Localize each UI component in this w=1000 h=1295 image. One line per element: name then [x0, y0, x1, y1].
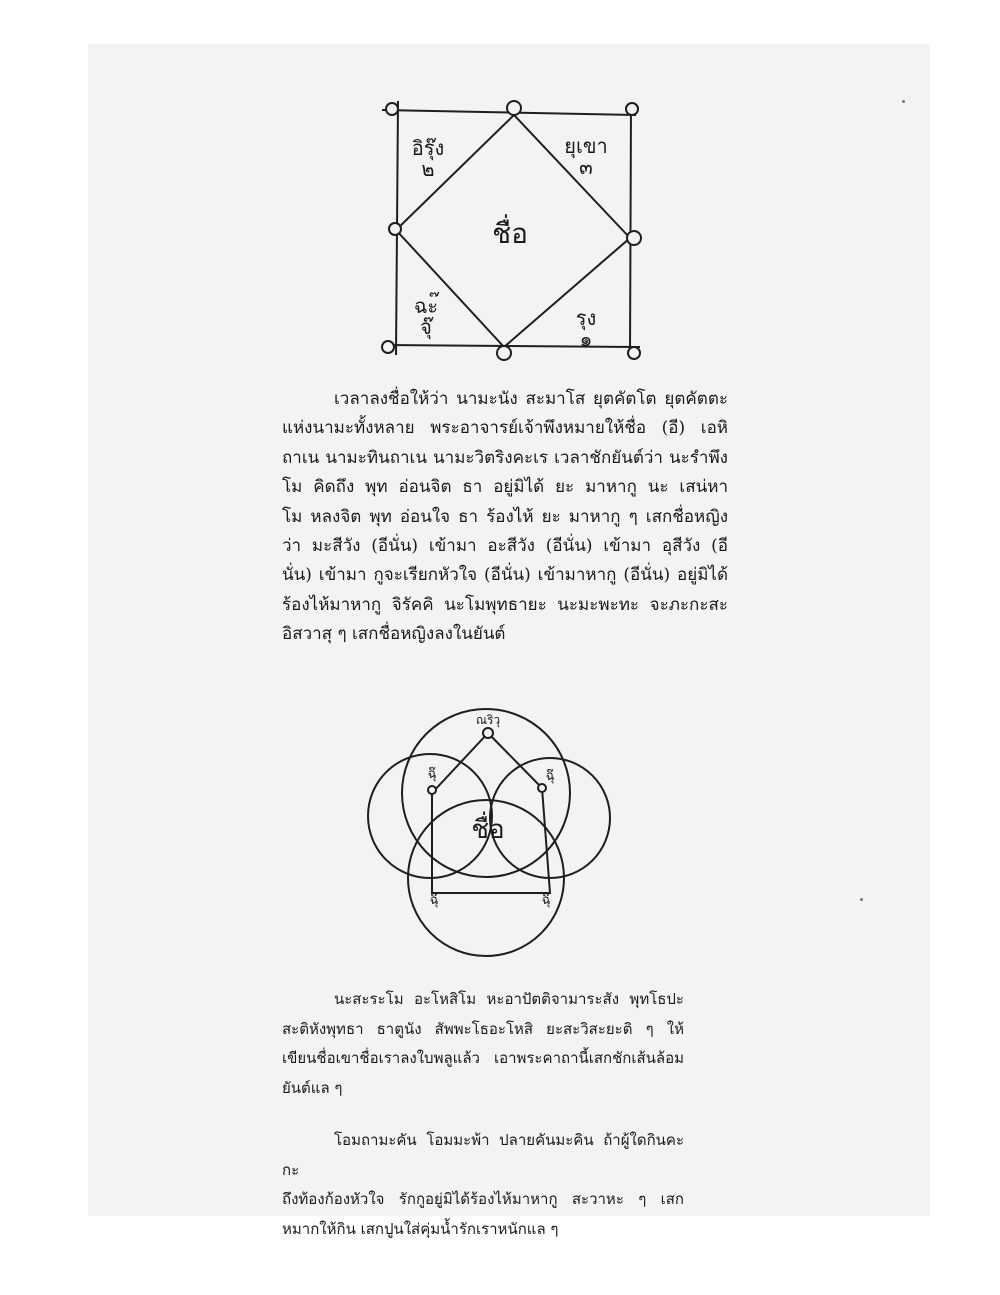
text-line: ว่า มะสีวัง (อีนั่น) เข้ามา อะสีวัง (อีนั่น) เข้ามา อุสีวัง (อี: [282, 536, 728, 557]
knot-top-right: [626, 103, 638, 115]
label-upper-right: ฉุ๊: [545, 769, 555, 784]
text-line: นะสะระโม อะโหสิโม หะอาปัตติจามาระสัง พุทโธปะ: [334, 990, 684, 1008]
yantra-square-diagram: [378, 95, 648, 365]
knot-left: [389, 223, 401, 235]
text-line: โม คิดถึง พุท อ่อนจิต ธา อยู่มิได้ ยะ มาหากู นะ เสน่หา: [282, 477, 728, 498]
knot-apex: [483, 728, 493, 738]
corner-bottom-left: ฉะ๊จุ๊: [413, 294, 439, 339]
label-lower-right: ฉุ๊: [541, 893, 551, 908]
knot-top: [507, 101, 521, 115]
label-top: ณริวุ: [475, 713, 501, 727]
text-line: เวลาลงชื่อให้ว่า นามะนัง สะมาโส ยุตคัตโต ยุตคัตตะ: [334, 389, 728, 409]
text-line: โอมถามะคัน โอมมะพ้า ปลายคันมะคิน ถ้าผู้ใดกินคะกะ: [282, 1131, 684, 1179]
knot-bottom-left: [382, 341, 394, 353]
text-line: สะติหังพุทธา ธาตูนัง สัพพะโธอะโหสิ ยะสะวิสะยะติ ๆ ให้: [282, 1019, 684, 1038]
knot-right: [627, 231, 641, 245]
text-line: ถึงท้องก้องหัวใจ รักกูอยู่มิได้ร้องไห้มาหากู สะวาหะ ๆ เสก: [282, 1190, 684, 1209]
yantra-circles-diagram: [360, 708, 630, 968]
scan-speck: [860, 898, 863, 901]
text-line: ร้องไห้มาหากู จิรัคคิ นะโมพุทธายะ นะมะพะทะ จะภะกะสะ: [282, 594, 728, 615]
knot-bottom-right: [628, 347, 640, 359]
text-line: อิสวาสุ ๆ เสกชื่อหญิงลงในยันต์: [282, 624, 506, 645]
yantra-center-name: ชื่อ: [492, 217, 528, 250]
text-line: ถาเน นามะทินถาเน นามะวิตริงคะเร เวลาชักยันต์ว่า นะรำพึง: [282, 447, 728, 468]
yantra-center-name-2: ชื่อ: [471, 815, 505, 845]
knot-top-left: [386, 103, 398, 115]
text-line: หมากให้กิน เสกปูนใส่คุ่มน้ำรักเราหนักแล ๆ: [282, 1219, 559, 1238]
corner-bottom-right: รุง๑: [575, 306, 597, 351]
paragraph-3: [282, 1126, 684, 1244]
text-line: โม หลงจิต พุท อ่อนใจ ธา ร้องไห้ ยะ มาหากู ๆ เสกชื่อหญิง: [282, 506, 728, 527]
scan-speck: [902, 100, 905, 103]
text-line: แห่งนามะทั้งหลาย พระอาจารย์เจ้าพึงหมายให้ชื่อ (อี) เอหิ: [282, 418, 728, 439]
text-line: นั่น) เข้ามา กูจะเรียกหัวใจ (อีนั่น) เข้ามาหากู (อีนั่น) อยู่มิได้: [282, 565, 728, 586]
label-lower-left: ฉุ๊: [429, 893, 439, 908]
knot-right-shoulder: [538, 784, 546, 792]
paragraph-2: [282, 985, 684, 1103]
text-line: เขียนชื่อเขาชื่อเราลงใบพลูแล้ว เอาพระคาถานี้เสกชักเส้นล้อม: [282, 1049, 684, 1068]
corner-top-right: ยุเขา๓: [564, 134, 608, 179]
paragraph-1: [282, 385, 728, 650]
corner-top-left: อิรุ๊ง๒: [411, 136, 445, 181]
knot-left-shoulder: [428, 786, 436, 794]
knot-bottom: [497, 346, 511, 360]
text-line: ยันต์แล ๆ: [282, 1078, 343, 1097]
label-upper-left: ฉุ๊: [427, 767, 437, 782]
